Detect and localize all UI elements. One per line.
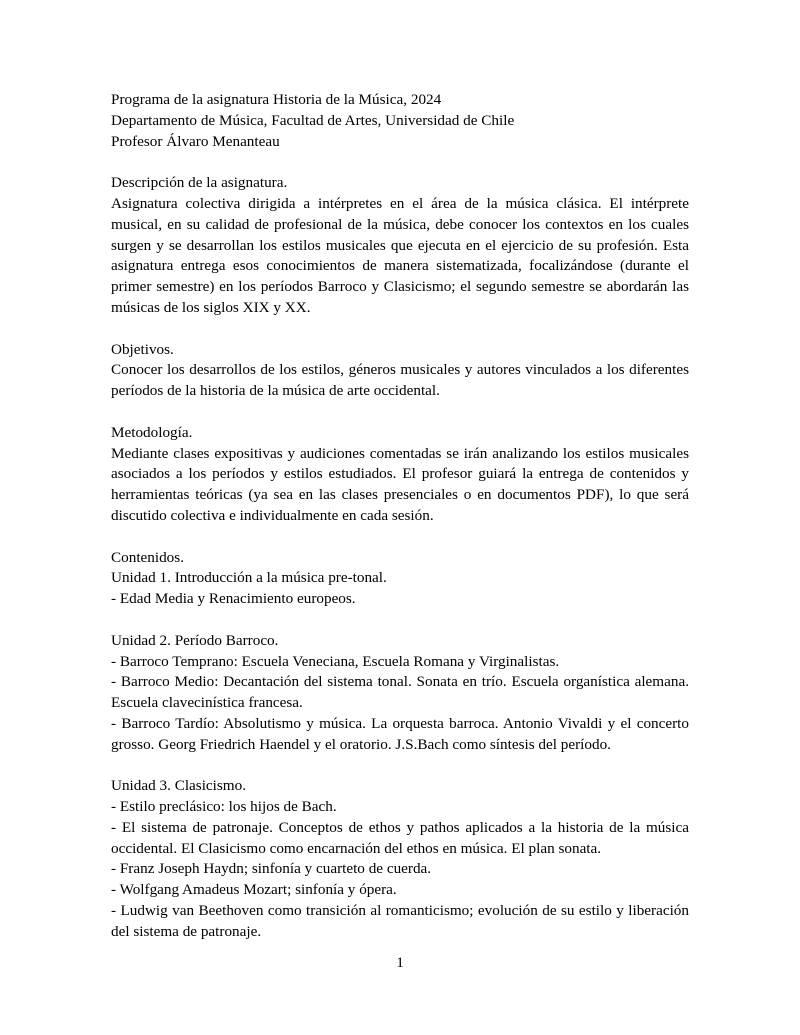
list-item: - Edad Media y Renacimiento europeos. [111,590,356,608]
list-item: - Barroco Temprano: Escuela Veneciana, Escuela Romana y Virginalistas. [111,652,560,670]
list-item: - Franz Joseph Haydn; sinfonía y cuarteto de cuerda. [111,860,432,878]
document-page [111,90,689,943]
objetivos-heading: Objetivos. [111,340,174,358]
section-descripcion [111,173,689,319]
descripcion-text: Asignatura colectiva dirigida a intérpretes en el área de la música clásica. El intérprete musical, en su calidad de profesional de la música, debe conocer los contextos en los cuales surgen y se desarrollan los estilos musicales que ejecuta en el ejercicio de su profesión. Esta asignatura entrega esos conocimientos de manera sistematizada, focalizándose (durante el primer semestre) en los períodos Barroco y Clasicismo; el segundo semestre se abordarán las músicas de los siglos XIX y XX. [111,194,689,316]
list-item: - El sistema de patronaje. Conceptos de ethos y pathos aplicados a la historia de la música occidental. El Clasicismo como encarnación del ethos en música. El plan sonata. [111,818,689,857]
metodologia-heading: Metodología. [111,423,193,441]
section-metodologia [111,423,689,527]
section-contenidos [111,548,689,943]
unidad-3 [111,776,689,942]
unidad-2 [111,631,689,756]
course-title: Programa de la asignatura Historia de la Música, 2024 [111,91,442,108]
unidad-3-title: Unidad 3. Clasicismo. [111,777,246,795]
section-objetivos [111,340,689,402]
professor-line: Profesor Álvaro Menanteau [111,132,280,150]
list-item: - Estilo preclásico: los hijos de Bach. [111,798,337,816]
objetivos-text: Conocer los desarrollos de los estilos, géneros musicales y autores vinculados a los diferentes períodos de la historia de la música de arte occidental. [111,361,689,400]
list-item: - Barroco Medio: Decantación del sistema tonal. Sonata en trío. Escuela organística alemana. Escuela clavecinística francesa. [111,673,689,712]
page-number: 1 [396,954,404,971]
descripcion-heading: Descripción de la asignatura. [111,174,288,192]
unidad-2-title: Unidad 2. Período Barroco. [111,631,279,649]
department-line: Departamento de Música, Facultad de Artes, Universidad de Chile [111,111,515,129]
unidad-1-title: Unidad 1. Introducción a la música pre-tonal. [111,569,387,587]
list-item: - Barroco Tardío: Absolutismo y música. La orquesta barroca. Antonio Vivaldi y el concerto grosso. Georg Friedrich Haendel y el oratorio. J.S.Bach como síntesis del período. [111,714,689,753]
metodologia-text: Mediante clases expositivas y audiciones comentadas se irán analizando los estilos musicales asociados a los períodos y estilos estudiados. El profesor guiará la entrega de contenidos y herramientas teóricas (ya sea en las clases presenciales o en documentos PDF), lo que será discutido colectiva e individualmente en cada sesión. [111,444,689,524]
list-item: - Ludwig van Beethoven como transición al romanticismo; evolución de su estilo y liberación del sistema de patronaje. [111,902,689,940]
list-item: - Wolfgang Amadeus Mozart; sinfonía y ópera. [111,881,397,899]
document-header [111,90,689,152]
contenidos-heading: Contenidos. [111,548,184,566]
unidad-1 [111,568,689,610]
